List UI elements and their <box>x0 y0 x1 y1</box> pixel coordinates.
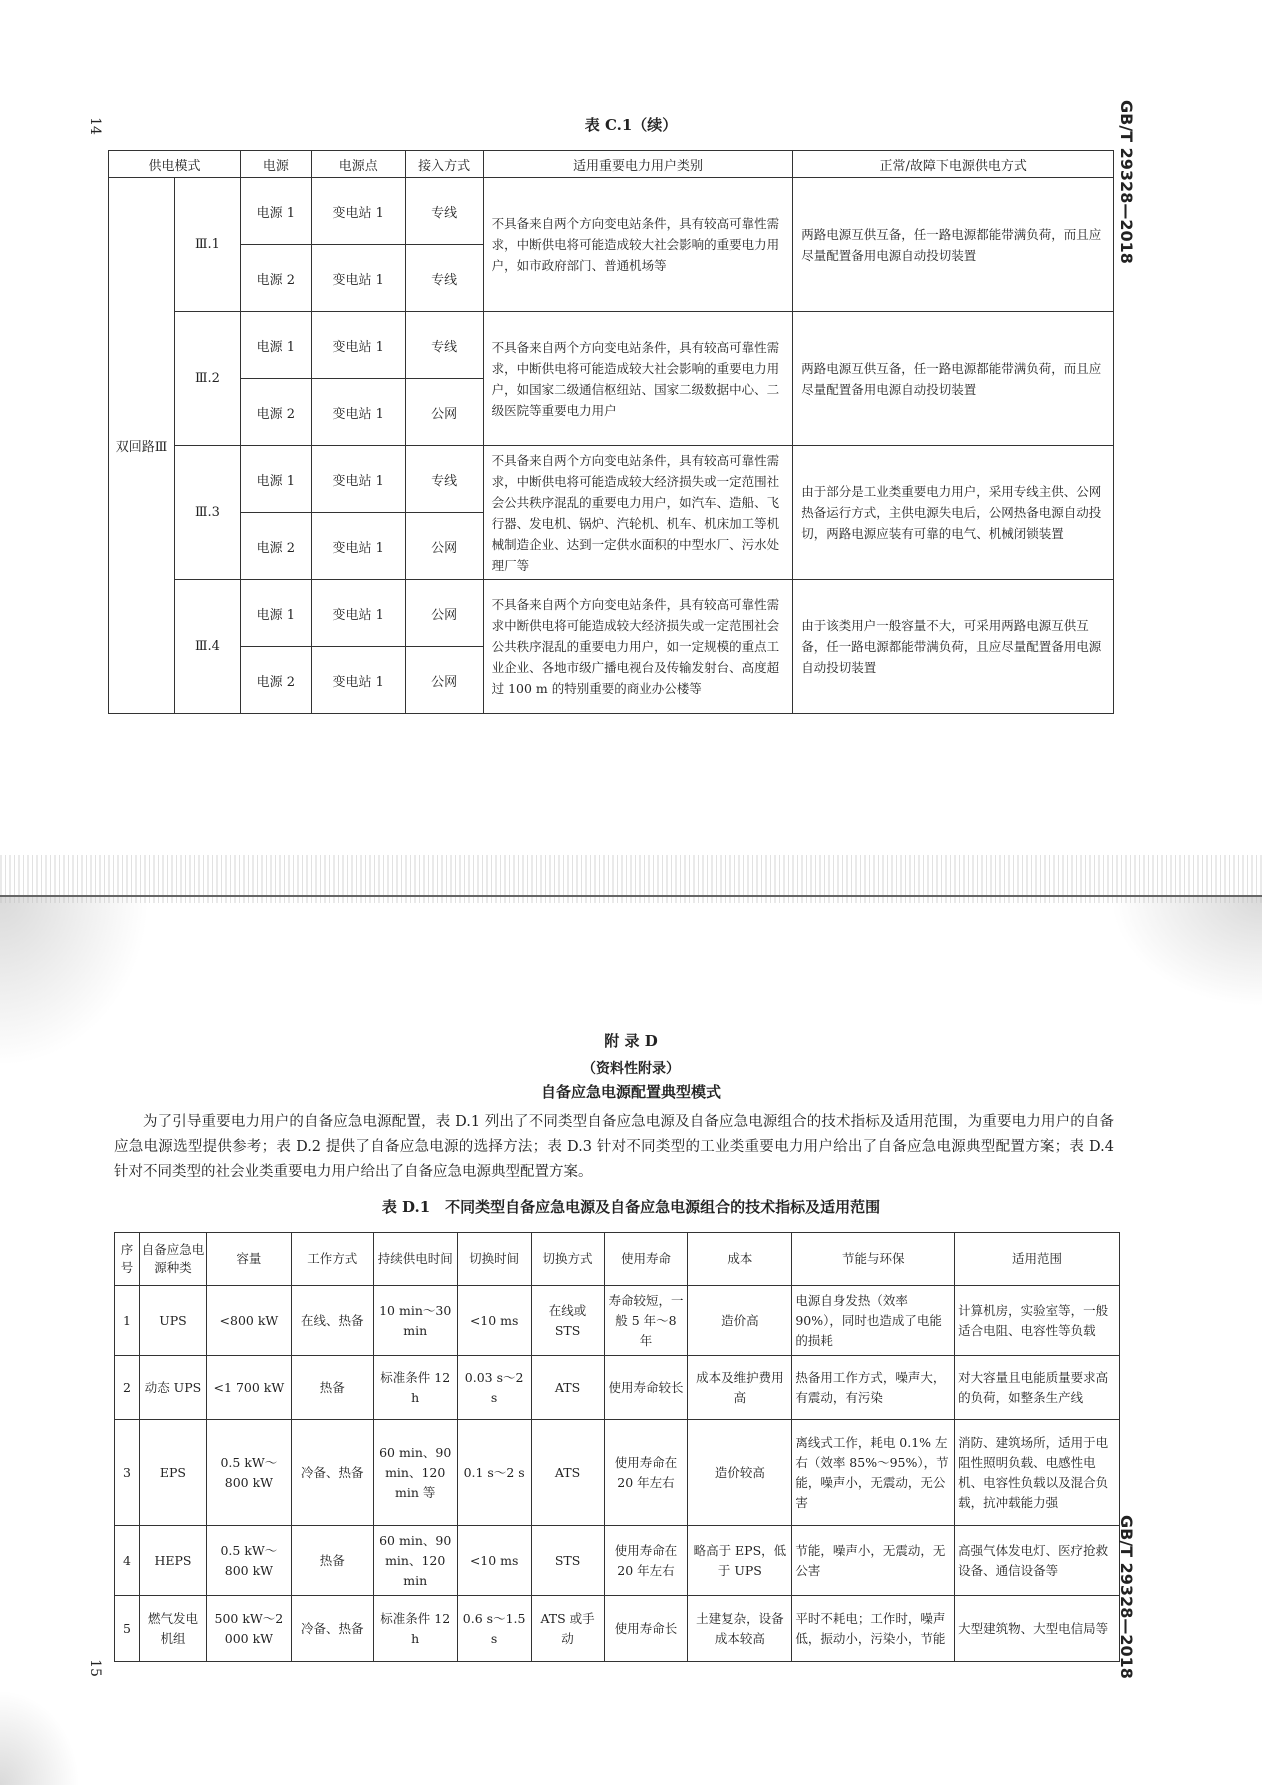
table-cell: <800 kW <box>206 1286 291 1356</box>
supply-cell: 两路电源互供互备，任一路电源都能带满负荷，而且应尽量配置备用电源自动投切装置 <box>793 178 1114 312</box>
table-cell: 冷备、热备 <box>291 1596 373 1662</box>
table-cell: 变电站 1 <box>311 446 405 513</box>
table-cell: 动态 UPS <box>139 1356 206 1420</box>
table-cell: 60 min、90 min、120 min <box>373 1526 457 1596</box>
table-cell: 热备 <box>291 1526 373 1596</box>
table-cell: 造价较高 <box>688 1420 792 1526</box>
header-cell: 接入方式 <box>405 151 483 178</box>
header-cell: 序号 <box>115 1233 140 1286</box>
table-cell: 使用寿命较长 <box>604 1356 688 1420</box>
mode-cell: Ⅲ.2 <box>174 312 240 446</box>
header-cell: 持续供电时间 <box>373 1233 457 1286</box>
appendix-name: 自备应急电源配置典型模式 <box>540 1083 721 1101</box>
table-row <box>115 1596 1120 1662</box>
scan-noise-right <box>1110 897 1262 1007</box>
header-cell: 正常/故障下电源供电方式 <box>793 151 1114 178</box>
appendix-paragraph: 为了引导重要电力用户的自备应急电源配置，表 D.1 列出了不同类型自备应急电源及自备应急电源组合的技术指标及适用范围，为重要电力用户的自备应急电源选型提供参考；表 D.2 提供了自备应急电源的选择方法；表 D.3 针对不同类型的工业类重要电力用户给出了自备应急电源典型配置方案；表 D.4 针对不同类型的社会业类重要电力用户给出了自备应急电源典型配置方案。 <box>114 1114 1114 1180</box>
table-cell: 电源 1 <box>240 446 311 513</box>
table-cell: 500 kW～2 000 kW <box>206 1596 291 1662</box>
table-cell: 消防、建筑场所，适用于电阻性照明负载、电感性电机、电容性负载以及混合负载，抗冲载能力强 <box>955 1420 1120 1526</box>
table-cell: 冷备、热备 <box>291 1420 373 1526</box>
table-cell: 高强气体发电灯、医疗抢救设备、通信设备等 <box>955 1526 1120 1596</box>
table-cell: 平时不耗电；工作时，噪声低，振动小，污染小，节能 <box>792 1596 955 1662</box>
group-cell: 双回路Ⅲ <box>109 178 175 714</box>
header-cell: 切换方式 <box>531 1233 604 1286</box>
table-cell: 0.5 kW～800 kW <box>206 1526 291 1596</box>
table-cell: 0.1 s～2 s <box>457 1420 531 1526</box>
header-cell: 自备应急电源种类 <box>139 1233 206 1286</box>
table-cell: 在线、热备 <box>291 1286 373 1356</box>
scan-noise-bottom-left <box>0 1690 80 1785</box>
table-cell: 变电站 1 <box>311 513 405 580</box>
table-cell: 变电站 1 <box>311 580 405 647</box>
table-d1-title: 表 D.1 不同类型自备应急电源及自备应急电源组合的技术指标及适用范围 <box>381 1198 881 1216</box>
table-cell: 在线或 STS <box>531 1286 604 1356</box>
mode-cell: Ⅲ.3 <box>174 446 240 580</box>
table-row <box>115 1526 1120 1596</box>
table-cell: 5 <box>115 1596 140 1662</box>
table-cell: 燃气发电机组 <box>139 1596 206 1662</box>
table-cell: 0.5 kW～800 kW <box>206 1420 291 1526</box>
table-cell: 变电站 1 <box>311 647 405 714</box>
table-cell: 变电站 1 <box>311 312 405 379</box>
supply-cell: 由于该类用户一般容量不大，可采用两路电源互供互备，任一路电源都能带满负荷，且应尽量配置备用电源自动投切装置 <box>793 580 1114 714</box>
table-cell: 节能，噪声小，无震动，无公害 <box>792 1526 955 1596</box>
table-cell: 电源 2 <box>240 245 311 312</box>
page-number-bottom: 15 <box>86 1659 103 1677</box>
appendix-subtitle: （资料性附录） <box>582 1061 680 1077</box>
users-cell: 不具备来自两个方向变电站条件，具有较高可靠性需求中断供电将可能造成较大经济损失或一定范围社会公共秩序混乱的重要电力用户，如一定规模的重点工业企业、各地市级广播电视台及传输发射台、高度超过 100 m 的特别重要的商业办公楼等 <box>483 580 793 714</box>
table-cell: ATS <box>531 1420 604 1526</box>
table-cell: <10 ms <box>457 1286 531 1356</box>
table-row <box>109 312 1114 379</box>
table-cell: HEPS <box>139 1526 206 1596</box>
header-cell: 适用范围 <box>955 1233 1120 1286</box>
users-cell: 不具备来自两个方向变电站条件，具有较高可靠性需求，中断供电将可能造成较大社会影响的重要电力用户，如市政府部门、普通机场等 <box>483 178 793 312</box>
table-cell: 标准条件 12 h <box>373 1596 457 1662</box>
table-cell: 电源 1 <box>240 178 311 245</box>
table-row <box>109 178 1114 245</box>
table-cell: 0.03 s～2 s <box>457 1356 531 1420</box>
table-cell: 电源自身发热（效率 90%），同时也造成了电能的损耗 <box>792 1286 955 1356</box>
appendix-title: 附 录 D <box>604 1032 658 1050</box>
mode-cell: Ⅲ.1 <box>174 178 240 312</box>
table-cell: 公网 <box>405 647 483 714</box>
table-cell: 专线 <box>405 178 483 245</box>
header-cell: 电源 <box>240 151 311 178</box>
supply-cell: 两路电源互供互备，任一路电源都能带满负荷，而且应尽量配置备用电源自动投切装置 <box>793 312 1114 446</box>
table-cell: 离线式工作，耗电 0.1% 左右（效率 85%～95%），节能，噪声小，无震动，无公害 <box>792 1420 955 1526</box>
table-cell: 公网 <box>405 580 483 647</box>
header-cell: 切换时间 <box>457 1233 531 1286</box>
table-cell: 1 <box>115 1286 140 1356</box>
table-cell: 2 <box>115 1356 140 1420</box>
header-cell: 使用寿命 <box>604 1233 688 1286</box>
header-cell: 电源点 <box>311 151 405 178</box>
users-cell: 不具备来自两个方向变电站条件，具有较高可靠性需求，中断供电将可能造成较大社会影响的重要电力用户，如国家二级通信枢纽站、国家二级数据中心、二级医院等重要电力用户 <box>483 312 793 446</box>
table-row <box>115 1420 1120 1526</box>
table-cell: 造价高 <box>688 1286 792 1356</box>
table-c1-title: 表 C.1（续） <box>584 116 678 134</box>
table-c1 <box>108 150 1114 714</box>
page-number-top: 14 <box>86 117 103 135</box>
table-cell: 电源 2 <box>240 513 311 580</box>
table-cell: 标准条件 12 h <box>373 1356 457 1420</box>
table-cell: 60 min、90 min、120 min 等 <box>373 1420 457 1526</box>
table-cell: 使用寿命在 20 年左右 <box>604 1420 688 1526</box>
table-cell: 变电站 1 <box>311 245 405 312</box>
mode-cell: Ⅲ.4 <box>174 580 240 714</box>
header-cell: 容量 <box>206 1233 291 1286</box>
table-cell: 专线 <box>405 245 483 312</box>
table-row <box>115 1286 1120 1356</box>
table-cell: 成本及维护费用高 <box>688 1356 792 1420</box>
table-row <box>109 446 1114 513</box>
header-cell: 节能与环保 <box>792 1233 955 1286</box>
table-cell: 专线 <box>405 312 483 379</box>
table-cell: 0.6 s～1.5 s <box>457 1596 531 1662</box>
table-cell: 热备用工作方式，噪声大，有震动，有污染 <box>792 1356 955 1420</box>
table-cell: 大型建筑物、大型电信局等 <box>955 1596 1120 1662</box>
table-cell: UPS <box>139 1286 206 1356</box>
header-cell: 工作方式 <box>291 1233 373 1286</box>
table-cell: 电源 1 <box>240 312 311 379</box>
table-cell: 变电站 1 <box>311 379 405 446</box>
table-cell: 电源 1 <box>240 580 311 647</box>
supply-cell: 由于部分是工业类重要电力用户，采用专线主供、公网热备运行方式，主供电源失电后，公网热备电源自动投切，两路电源应装有可靠的电气、机械闭锁装置 <box>793 446 1114 580</box>
table-cell: <10 ms <box>457 1526 531 1596</box>
table-header-row <box>115 1233 1120 1286</box>
table-cell: 电源 2 <box>240 647 311 714</box>
table-cell: ATS 或手动 <box>531 1596 604 1662</box>
table-cell: ATS <box>531 1356 604 1420</box>
table-cell: 3 <box>115 1420 140 1526</box>
table-cell: 变电站 1 <box>311 178 405 245</box>
table-row <box>115 1356 1120 1420</box>
table-cell: 使用寿命在 20 年左右 <box>604 1526 688 1596</box>
table-cell: 公网 <box>405 513 483 580</box>
table-cell: EPS <box>139 1420 206 1526</box>
table-cell: 4 <box>115 1526 140 1596</box>
header-cell: 适用重要电力用户类别 <box>483 151 793 178</box>
page-divider <box>0 895 1262 897</box>
standard-code-top: GB/T 29328—2018 <box>1117 100 1136 264</box>
table-cell: 计算机房，实验室等，一般适合电阻、电容性等负载 <box>955 1286 1120 1356</box>
header-cell: 供电模式 <box>109 151 241 178</box>
table-cell: 寿命较短，一般 5 年～8 年 <box>604 1286 688 1356</box>
table-cell: STS <box>531 1526 604 1596</box>
table-cell: 专线 <box>405 446 483 513</box>
table-cell: 使用寿命长 <box>604 1596 688 1662</box>
table-cell: 土建复杂，设备成本较高 <box>688 1596 792 1662</box>
table-cell: 10 min～30 min <box>373 1286 457 1356</box>
table-cell: 略高于 EPS，低于 UPS <box>688 1526 792 1596</box>
header-cell: 成本 <box>688 1233 792 1286</box>
table-row <box>109 580 1114 647</box>
table-cell: <1 700 kW <box>206 1356 291 1420</box>
table-cell: 对大容量且电能质量要求高的负荷，如整条生产线 <box>955 1356 1120 1420</box>
table-d1 <box>114 1232 1120 1662</box>
table-cell: 电源 2 <box>240 379 311 446</box>
table-header-row <box>109 151 1114 178</box>
table-cell: 公网 <box>405 379 483 446</box>
users-cell: 不具备来自两个方向变电站条件，具有较高可靠性需求，中断供电将可能造成较大经济损失或一定范围社会公共秩序混乱的重要电力用户，如汽车、造船、飞行器、发电机、锅炉、汽轮机、机车、机床加工等机械制造企业、达到一定供水面积的中型水厂、污水处理厂等 <box>483 446 793 580</box>
table-cell: 热备 <box>291 1356 373 1420</box>
standard-code-bottom: GB/T 29328—2018 <box>1117 1515 1136 1679</box>
